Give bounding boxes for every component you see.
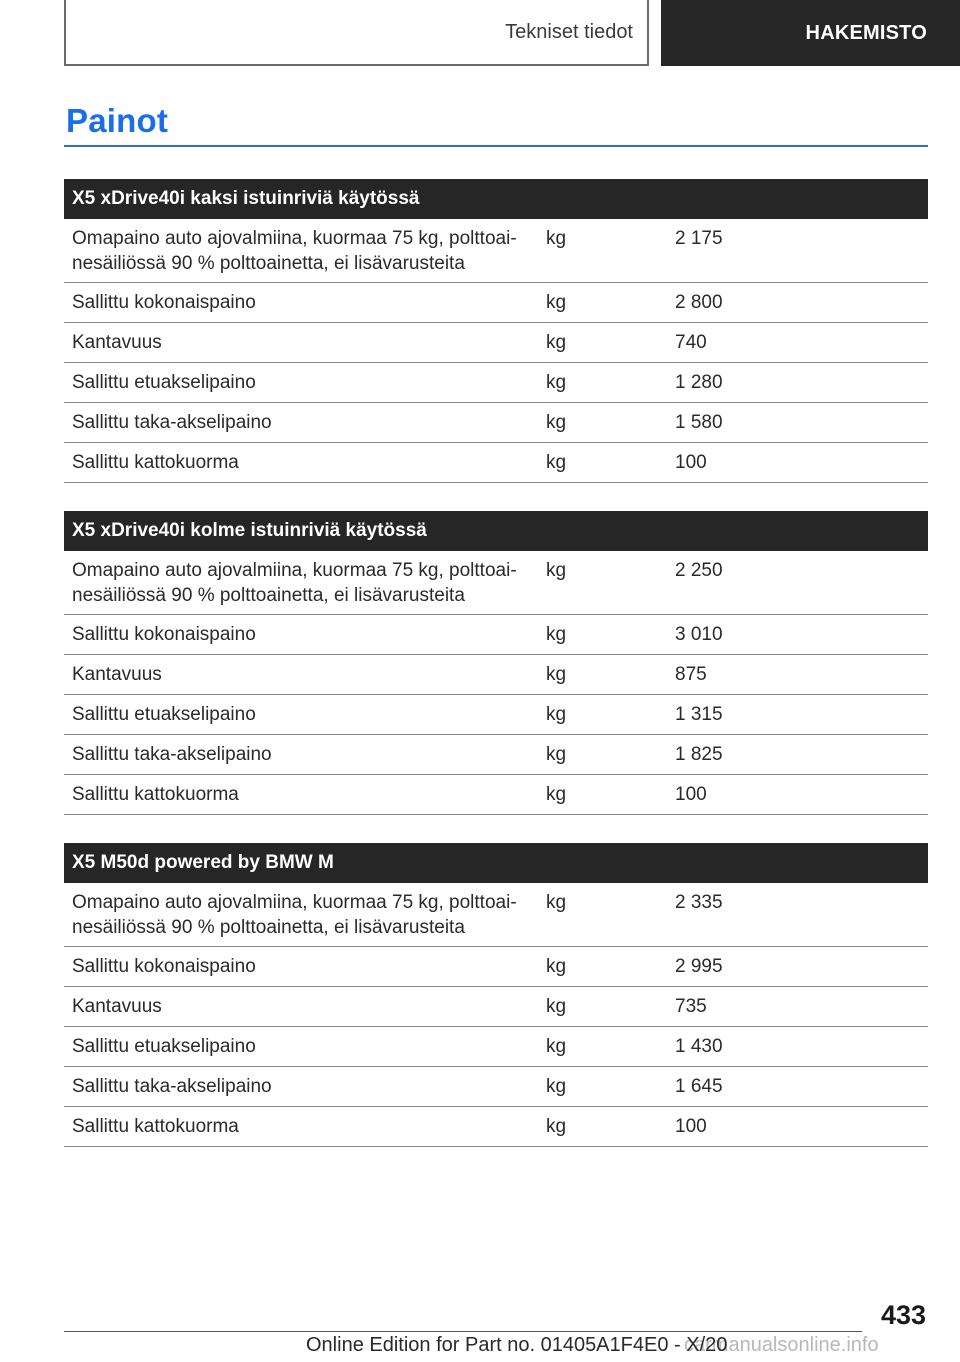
row-unit: kg	[546, 1076, 567, 1097]
table-row	[64, 987, 928, 1027]
row-unit: kg	[546, 452, 567, 473]
row-label: Sallittu kokonaispaino	[72, 624, 256, 645]
row-label: Sallittu etuakselipaino	[72, 704, 256, 725]
table-row	[64, 363, 928, 403]
table-row	[64, 775, 928, 815]
table-row	[64, 443, 928, 483]
row-value: 2 335	[675, 892, 723, 913]
table-row	[64, 403, 928, 443]
row-label: Omapaino auto ajovalmiina, kuormaa 75 kg, polttoainesäiliössä 90 % polttoainetta, ei lisävarusteita	[72, 892, 517, 938]
table-row	[64, 1067, 928, 1107]
row-value: 2 175	[675, 228, 723, 249]
table-row	[64, 735, 928, 775]
row-value: 100	[675, 1116, 707, 1137]
page-title: Painot	[66, 102, 169, 139]
table-row	[64, 1107, 928, 1147]
row-unit: kg	[546, 704, 567, 725]
row-label: Sallittu taka-akselipaino	[72, 744, 272, 765]
weights-table-kolme-istuinrivia	[64, 511, 928, 815]
table-row	[64, 655, 928, 695]
row-label: Sallittu kattokuorma	[72, 1116, 239, 1137]
row-label: Sallittu etuakselipaino	[72, 372, 256, 393]
row-value: 1 315	[675, 704, 723, 725]
row-value: 100	[675, 784, 707, 805]
row-unit: kg	[546, 228, 567, 249]
row-label: Kantavuus	[72, 332, 162, 353]
row-value: 2 800	[675, 292, 723, 313]
row-value: 1 580	[675, 412, 723, 433]
table-row	[64, 219, 928, 283]
row-unit: kg	[546, 892, 567, 913]
row-unit: kg	[546, 560, 567, 581]
row-value: 100	[675, 452, 707, 473]
footer-divider	[64, 1331, 862, 1332]
row-value: 2 995	[675, 956, 723, 977]
footer-watermark: carmanualsonline.info	[684, 1334, 879, 1356]
tab-tekniset-tiedot-label: Tekniset tiedot	[505, 20, 633, 43]
table-row	[64, 1027, 928, 1067]
row-label: Sallittu taka-akselipaino	[72, 1076, 272, 1097]
row-label: Sallittu kokonaispaino	[72, 292, 256, 313]
page-number: 433	[880, 1300, 926, 1330]
row-unit: kg	[546, 956, 567, 977]
row-label: Kantavuus	[72, 664, 162, 685]
row-label: Sallittu kokonaispaino	[72, 956, 256, 977]
row-unit: kg	[546, 1036, 567, 1057]
row-unit: kg	[546, 332, 567, 353]
row-label: Sallittu etuakselipaino	[72, 1036, 256, 1057]
row-unit: kg	[546, 412, 567, 433]
table-heading: X5 xDrive40i kaksi istuinriviä käytössä	[64, 179, 928, 219]
table-row	[64, 883, 928, 947]
row-unit: kg	[546, 996, 567, 1017]
row-unit: kg	[546, 784, 567, 805]
title-divider	[64, 145, 928, 147]
row-value: 1 645	[675, 1076, 723, 1097]
table-heading: X5 M50d powered by BMW M	[64, 843, 928, 883]
tab-tekniset-tiedot[interactable]	[64, 0, 649, 66]
weights-table-m50d	[64, 843, 928, 1147]
footer-edition: Online Edition for Part no. 01405A1F4E0 - X/20	[306, 1334, 728, 1356]
row-unit: kg	[546, 744, 567, 765]
row-value: 3 010	[675, 624, 723, 645]
row-label: Kantavuus	[72, 996, 162, 1017]
row-value: 2 250	[675, 560, 723, 581]
row-value: 1 825	[675, 744, 723, 765]
table-heading: X5 xDrive40i kolme istuinriviä käytössä	[64, 511, 928, 551]
row-label: Sallittu kattokuorma	[72, 452, 239, 473]
row-label: Sallittu kattokuorma	[72, 784, 239, 805]
table-row	[64, 283, 928, 323]
row-label: Omapaino auto ajovalmiina, kuormaa 75 kg, polttoainesäiliössä 90 % polttoainetta, ei lisävarusteita	[72, 560, 517, 606]
row-unit: kg	[546, 372, 567, 393]
row-label: Omapaino auto ajovalmiina, kuormaa 75 kg, polttoainesäiliössä 90 % polttoainetta, ei lisävarusteita	[72, 228, 517, 274]
weights-table-kaksi-istuinrivia	[64, 179, 928, 483]
row-value: 740	[675, 332, 707, 353]
row-value: 1 280	[675, 372, 723, 393]
row-label: Sallittu taka-akselipaino	[72, 412, 272, 433]
row-unit: kg	[546, 1116, 567, 1137]
row-value: 1 430	[675, 1036, 723, 1057]
table-row	[64, 615, 928, 655]
top-navigation	[0, 0, 960, 66]
row-unit: kg	[546, 624, 567, 645]
row-unit: kg	[546, 664, 567, 685]
row-value: 735	[675, 996, 707, 1017]
table-row	[64, 947, 928, 987]
table-row	[64, 323, 928, 363]
tab-hakemisto[interactable]	[661, 0, 960, 66]
table-row	[64, 695, 928, 735]
row-unit: kg	[546, 292, 567, 313]
table-row	[64, 551, 928, 615]
row-value: 875	[675, 664, 707, 685]
tab-hakemisto-label: HAKEMISTO	[805, 21, 927, 44]
